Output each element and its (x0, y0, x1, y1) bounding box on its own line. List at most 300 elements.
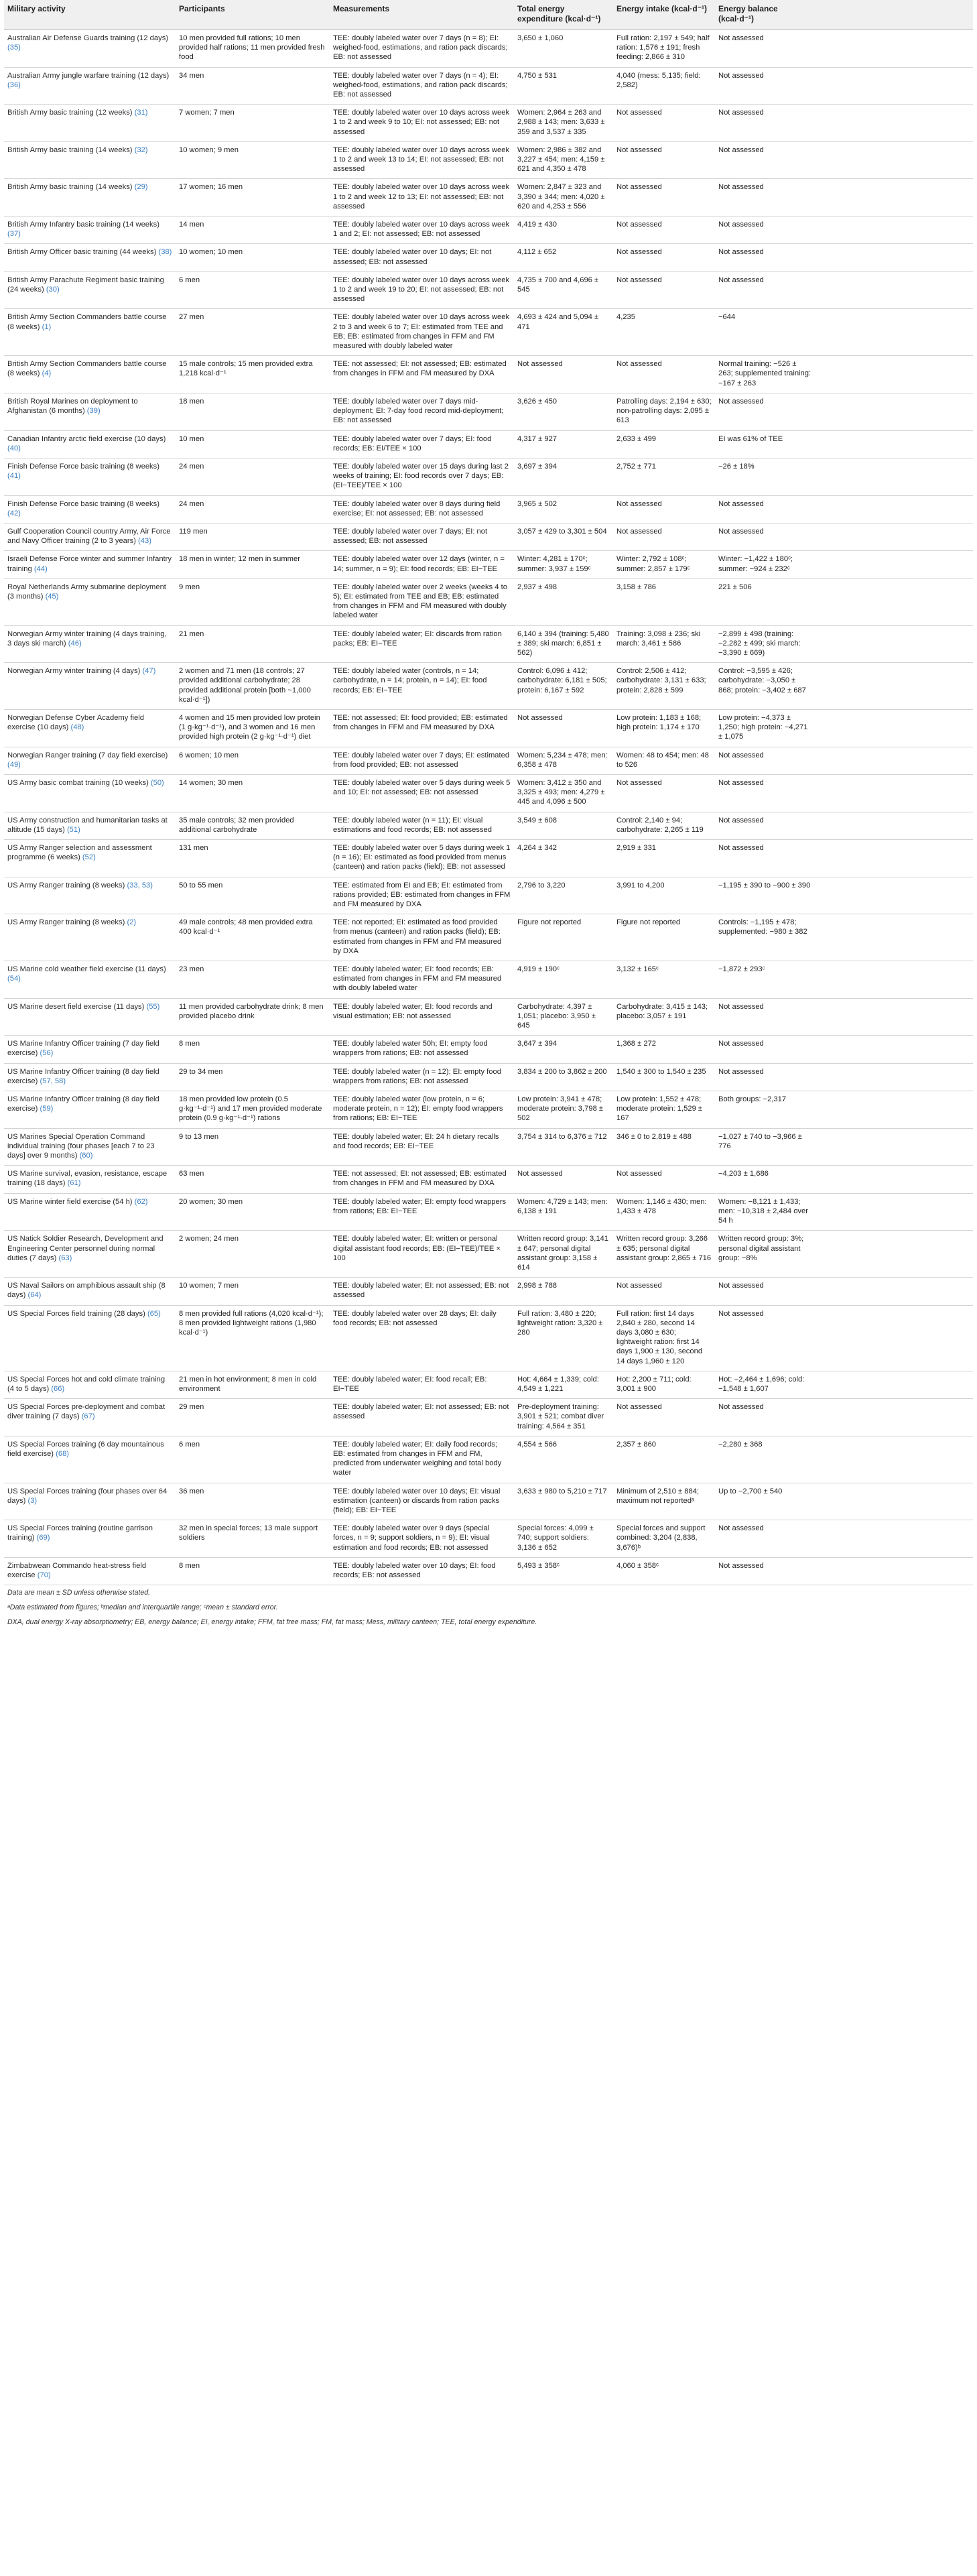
cell-military-activity (4, 67, 176, 105)
cell-energy-balance: −2,280 ± 368 (715, 1436, 816, 1483)
cell-participants: 6 women; 10 men (176, 747, 330, 774)
table-row (4, 495, 973, 523)
activity-text: US Marine cold weather field exercise (11 days) (7, 965, 166, 974)
cell-energy-balance: EI was 61% of TEE (715, 430, 816, 458)
activity-text: US Special Forces field training (28 days) (7, 1309, 145, 1318)
cell-energy-intake: Not assessed (613, 105, 715, 142)
reference-link[interactable]: (69) (36, 1534, 50, 1542)
cell-energy-intake: Women: 1,146 ± 430; men: 1,433 ± 478 (613, 1193, 715, 1231)
cell-participants: 15 male controls; 15 men provided extra 1,218 kcal·d⁻¹ (176, 356, 330, 393)
cell-measurements: TEE: doubly labeled water; EI: not assessed; EB: not assessed (330, 1278, 514, 1305)
cell-measurements: TEE: doubly labeled water over 10 days; EI: not assessed; EB: not assessed (330, 244, 514, 271)
cell-spacer (816, 179, 973, 217)
reference-link[interactable]: (30) (46, 286, 60, 294)
cell-military-activity (4, 30, 176, 68)
activity-text: US Marine survival, evasion, resistance, escape training (18 days) (7, 1170, 168, 1188)
table-row (4, 393, 973, 430)
cell-military-activity (4, 356, 176, 393)
cell-spacer (816, 271, 973, 309)
cell-spacer (816, 495, 973, 523)
cell-measurements: TEE: doubly labeled water over 5 days during week 5 and 10; EI: not assessed; EB: not assessed (330, 774, 514, 812)
cell-spacer (816, 105, 973, 142)
header-military-activity: Military activity (4, 0, 176, 30)
cell-measurements: TEE: doubly labeled water over 8 days during field exercise; EI: not assessed; EB: not assessed (330, 495, 514, 523)
cell-military-activity (4, 1091, 176, 1129)
cell-military-activity (4, 914, 176, 961)
cell-military-activity (4, 625, 176, 663)
cell-total-energy-expenditure: Not assessed (514, 356, 613, 393)
activity-text: US Naval Sailors on amphibious assault ship (8 days) (7, 1282, 166, 1300)
cell-measurements: TEE: doubly labeled water over 10 days across week 1 to 2 and week 12 to 13; EI: not assessed; EB: not assessed (330, 179, 514, 217)
activity-text: Norwegian Army winter training (4 days) (7, 667, 141, 676)
cell-energy-intake: Full ration: 2,197 ± 549; half ration: 1,576 ± 191; fresh feeding: 2,866 ± 310 (613, 30, 715, 68)
cell-participants: 34 men (176, 67, 330, 105)
reference-link[interactable]: (41) (7, 472, 21, 481)
cell-energy-intake: Minimum of 2,510 ± 884; maximum not reportedᵃ (613, 1483, 715, 1520)
cell-military-activity (4, 1305, 176, 1371)
table-row (4, 67, 973, 105)
reference-link[interactable]: (64) (27, 1291, 42, 1300)
cell-participants: 14 women; 30 men (176, 774, 330, 812)
cell-total-energy-expenditure: 3,549 ± 608 (514, 812, 613, 839)
cell-total-energy-expenditure: Women: 4,729 ± 143; men: 6,138 ± 191 (514, 1193, 613, 1231)
footnote: DXA, dual energy X-ray absorptiometry; EB, energy balance; EI, energy intake; FFM, fat free mass; FM, fat mass; Mess, military canteen; TEE, total energy expenditure. (7, 1618, 537, 1627)
cell-energy-balance: Not assessed (715, 747, 816, 774)
activity-text: US Army Ranger training (8 weeks) (7, 881, 125, 890)
reference-link[interactable]: (39) (86, 407, 101, 416)
cell-spacer (816, 430, 973, 458)
cell-energy-intake: Women: 48 to 454; men: 48 to 526 (613, 747, 715, 774)
table-row (4, 663, 973, 710)
cell-total-energy-expenditure: 6,140 ± 394 (training: 5,480 ± 389; ski march: 6,851 ± 562) (514, 625, 613, 663)
cell-total-energy-expenditure: 3,647 ± 394 (514, 1036, 613, 1063)
cell-participants: 4 women and 15 men provided low protein (1 g·kg⁻¹·d⁻¹), and 3 women and 16 men provided high protein (2 g·kg⁻¹·d⁻¹) diet (176, 709, 330, 747)
cell-energy-balance: Not assessed (715, 1278, 816, 1305)
table-row (4, 1436, 973, 1483)
cell-measurements: TEE: doubly labeled water; EI: not assessed; EB: not assessed (330, 1399, 514, 1436)
cell-participants: 49 male controls; 48 men provided extra 400 kcal·d⁻¹ (176, 914, 330, 961)
cell-total-energy-expenditure: 5,493 ± 358ᶜ (514, 1557, 613, 1585)
cell-energy-balance: Not assessed (715, 1036, 816, 1063)
cell-energy-balance: Hot: −2,464 ± 1,696; cold: −1,548 ± 1,607 (715, 1371, 816, 1398)
reference-link[interactable]: (37) (7, 230, 21, 239)
cell-energy-intake: Not assessed (613, 495, 715, 523)
activity-text: British Army Section Commanders battle course (8 weeks) (7, 360, 167, 378)
cell-participants: 36 men (176, 1483, 330, 1520)
cell-energy-intake: Figure not reported (613, 914, 715, 961)
reference-link[interactable]: (63) (58, 1253, 72, 1262)
cell-energy-balance: −26 ± 18% (715, 458, 816, 495)
cell-military-activity (4, 1063, 176, 1091)
reference-link[interactable]: (57, 58) (40, 1077, 66, 1085)
reference-link[interactable]: (70) (37, 1571, 51, 1579)
cell-total-energy-expenditure: Pre-deployment training: 3,901 ± 521; combat diver training: 4,564 ± 351 (514, 1399, 613, 1436)
activity-text: Israeli Defense Force winter and summer Infantry training (7, 555, 172, 573)
cell-military-activity (4, 1278, 176, 1305)
cell-energy-intake: Not assessed (613, 141, 715, 179)
cell-measurements: TEE: doubly labeled water; EI: daily food records; EB: estimated from changes in FFM and FM, predicted from underwater weighing and total body water (330, 1436, 514, 1483)
cell-participants: 24 men (176, 458, 330, 495)
cell-military-activity (4, 1036, 176, 1063)
cell-spacer (816, 1091, 973, 1129)
cell-spacer (816, 1128, 973, 1166)
energy-balance-table (4, 0, 973, 1585)
cell-total-energy-expenditure: 3,697 ± 394 (514, 458, 613, 495)
cell-total-energy-expenditure: Carbohydrate: 4,397 ± 1,051; placebo: 3,950 ± 645 (514, 998, 613, 1036)
cell-military-activity (4, 1231, 176, 1278)
cell-participants: 6 men (176, 1436, 330, 1483)
cell-energy-intake: 346 ± 0 to 2,819 ± 488 (613, 1128, 715, 1166)
cell-energy-balance: Not assessed (715, 840, 816, 877)
reference-link[interactable]: (62) (134, 1197, 148, 1206)
cell-participants: 35 male controls; 32 men provided additional carbohydrate (176, 812, 330, 839)
header-participants: Participants (176, 0, 330, 30)
cell-total-energy-expenditure: Women: 5,234 ± 478; men: 6,358 ± 478 (514, 747, 613, 774)
cell-measurements: TEE: not assessed; EI: not assessed; EB: estimated from changes in FFM and FM measured by DXA (330, 356, 514, 393)
table-row (4, 961, 973, 999)
activity-text: Australian Air Defense Guards training (12 days) (7, 34, 169, 42)
cell-spacer (816, 244, 973, 271)
cell-measurements: TEE: doubly labeled water; EI: discards from ration packs; EB: EI−TEE (330, 625, 514, 663)
reference-link[interactable]: (40) (7, 444, 21, 452)
cell-military-activity (4, 141, 176, 179)
cell-participants: 8 men provided full rations (4,020 kcal·d⁻¹); 8 men provided lightweight rations (1,980 kcal·d⁻¹) (176, 1305, 330, 1371)
header-energy-balance: Energy balance (kcal·d⁻¹) (715, 0, 816, 30)
activity-text: British Army Parachute Regiment basic training (24 weeks) (7, 275, 164, 294)
cell-military-activity (4, 1557, 176, 1585)
footnote: ᵃData estimated from figures; ᵇmedian and interquartile range; ᶜmean ± standard error. (7, 1603, 278, 1612)
reference-link[interactable]: (38) (158, 248, 172, 257)
activity-text: US Special Forces pre-deployment and combat diver training (7 days) (7, 1403, 166, 1421)
cell-energy-balance: Normal training: −526 ± 263; supplemented training: −167 ± 263 (715, 356, 816, 393)
cell-energy-intake: Carbohydrate: 3,415 ± 143; placebo: 3,057 ± 191 (613, 998, 715, 1036)
table-row (4, 30, 973, 68)
cell-measurements: TEE: doubly labeled water; EI: 24 h dietary recalls and food records; EB: EI−TEE (330, 1128, 514, 1166)
cell-spacer (816, 774, 973, 812)
cell-military-activity (4, 551, 176, 578)
cell-participants: 24 men (176, 495, 330, 523)
cell-participants: 50 to 55 men (176, 877, 330, 914)
cell-total-energy-expenditure: Not assessed (514, 1166, 613, 1193)
cell-measurements: TEE: doubly labeled water 50h; EI: empty food wrappers from rations; EB: not assessed (330, 1036, 514, 1063)
cell-military-activity (4, 1520, 176, 1558)
cell-measurements: TEE: doubly labeled water over 7 days; EI: not assessed; EB: not assessed (330, 523, 514, 550)
footnote: Data are mean ± SD unless otherwise stated. (7, 1589, 151, 1597)
cell-military-activity (4, 1399, 176, 1436)
cell-energy-balance: Not assessed (715, 105, 816, 142)
reference-link[interactable]: (66) (51, 1384, 65, 1393)
table-row (4, 709, 973, 747)
reference-link[interactable]: (51) (66, 825, 80, 834)
cell-measurements: TEE: doubly labeled water over 7 days (n = 4); EI: weighed-food, estimations, and ration pack discards; EB: not assessed (330, 67, 514, 105)
cell-measurements: TEE: doubly labeled water; EI: empty food wrappers from rations; EB: EI−TEE (330, 1193, 514, 1231)
cell-energy-intake: Winter: 2,792 ± 108ᶜ; summer: 2,857 ± 179ᶜ (613, 551, 715, 578)
cell-energy-balance: Not assessed (715, 812, 816, 839)
cell-measurements: TEE: doubly labeled water; EI: food records and visual estimation; EB: not assessed (330, 998, 514, 1036)
reference-link[interactable]: (2) (127, 918, 137, 927)
cell-participants: 18 men provided low protein (0.5 g·kg⁻¹·d⁻¹) and 17 men provided moderate protein (0.9 g·kg⁻¹·d⁻¹) rations (176, 1091, 330, 1129)
table-row (4, 840, 973, 877)
cell-spacer (816, 709, 973, 747)
table-row (4, 1557, 973, 1585)
activity-text: British Royal Marines on deployment to Afghanistan (6 months) (7, 397, 138, 416)
reference-link[interactable]: (52) (82, 853, 96, 862)
cell-participants: 2 women and 71 men (18 controls; 27 provided additional carbohydrate; 28 provided additional protein [both ~1,000 kcal·d⁻¹]) (176, 663, 330, 710)
cell-total-energy-expenditure: 3,650 ± 1,060 (514, 30, 613, 68)
cell-total-energy-expenditure: Full ration: 3,480 ± 220; lightweight ration: 3,320 ± 280 (514, 1305, 613, 1371)
reference-link[interactable]: (50) (150, 778, 164, 787)
reference-link[interactable]: (29) (134, 183, 148, 192)
activity-text: US Army Ranger training (8 weeks) (7, 918, 125, 927)
activity-text: Finish Defense Force basic training (8 weeks) (7, 499, 159, 508)
reference-link[interactable]: (68) (56, 1449, 70, 1458)
cell-measurements: TEE: not reported; EI: estimated as food provided from menus (canteen) and ration packs (field); EB: estimated from changes in FFM and FM measured by DXA (330, 914, 514, 961)
cell-energy-balance: Both groups: −2,317 (715, 1091, 816, 1129)
cell-participants: 2 women; 24 men (176, 1231, 330, 1278)
activity-text: British Army Section Commanders battle course (8 weeks) (7, 313, 167, 331)
cell-participants: 8 men (176, 1557, 330, 1585)
cell-energy-balance: Not assessed (715, 523, 816, 550)
cell-measurements: TEE: doubly labeled water over 10 days across week 1 to 2 and week 9 to 10; EI: not assessed; EB: not assessed (330, 105, 514, 142)
cell-participants: 32 men in special forces; 13 male support soldiers (176, 1520, 330, 1558)
reference-link[interactable]: (55) (146, 1002, 160, 1011)
cell-energy-balance: Not assessed (715, 393, 816, 430)
cell-energy-balance: −1,027 ± 740 to −3,966 ± 776 (715, 1128, 816, 1166)
activity-text: US Natick Soldier Research, Development and Engineering Center personnel during normal duties (7 days) (7, 1235, 164, 1262)
reference-link[interactable]: (45) (45, 592, 59, 601)
cell-energy-intake: 4,235 (613, 309, 715, 356)
cell-total-energy-expenditure: Low protein: 3,941 ± 478; moderate protein: 3,798 ± 502 (514, 1091, 613, 1129)
activity-text: US Army construction and humanitarian tasks at altitude (15 days) (7, 816, 168, 834)
cell-measurements: TEE: doubly labeled water over 10 days; EI: visual estimation (canteen) or discards from ration packs (field); EB: EI−TEE (330, 1483, 514, 1520)
table-row (4, 774, 973, 812)
header-energy-intake: Energy intake (kcal·d⁻¹) (613, 0, 715, 30)
cell-energy-balance: Not assessed (715, 1520, 816, 1558)
reference-link[interactable]: (32) (134, 145, 148, 154)
cell-spacer (816, 1436, 973, 1483)
reference-link[interactable]: (4) (42, 369, 52, 378)
cell-participants: 18 men (176, 393, 330, 430)
reference-link[interactable]: (36) (7, 80, 21, 89)
cell-participants: 131 men (176, 840, 330, 877)
cell-energy-intake: 2,752 ± 771 (613, 458, 715, 495)
reference-link[interactable]: (1) (42, 322, 52, 331)
cell-total-energy-expenditure: 2,998 ± 788 (514, 1278, 613, 1305)
cell-energy-balance: Not assessed (715, 1557, 816, 1585)
cell-total-energy-expenditure: Women: 2,847 ± 323 and 3,390 ± 344; men: 4,020 ± 620 and 4,253 ± 556 (514, 179, 613, 217)
cell-military-activity (4, 1128, 176, 1166)
cell-spacer (816, 625, 973, 663)
cell-participants: 11 men provided carbohydrate drink; 8 men provided placebo drink (176, 998, 330, 1036)
cell-measurements: TEE: not assessed; EI: not assessed; EB: estimated from changes in FFM and FM measured by DXA (330, 1166, 514, 1193)
cell-energy-balance: Up to −2,700 ± 540 (715, 1483, 816, 1520)
cell-measurements: TEE: doubly labeled water over 7 days mid-deployment; EI: 7-day food record mid-deployment; EB: not assessed (330, 393, 514, 430)
cell-spacer (816, 1231, 973, 1278)
cell-spacer (816, 458, 973, 495)
cell-participants: 63 men (176, 1166, 330, 1193)
cell-spacer (816, 1166, 973, 1193)
cell-measurements: TEE: doubly labeled water over 28 days; EI: daily food records; EB: not assessed (330, 1305, 514, 1371)
reference-link[interactable]: (3) (27, 1496, 38, 1505)
reference-link[interactable]: (47) (142, 667, 156, 676)
cell-total-energy-expenditure: 3,834 ± 200 to 3,862 ± 200 (514, 1063, 613, 1091)
activity-text: US Special Forces training (routine garrison training) (7, 1524, 153, 1542)
cell-spacer (816, 1483, 973, 1520)
cell-total-energy-expenditure: Special forces: 4,099 ± 740; support soldiers: 3,136 ± 652 (514, 1520, 613, 1558)
cell-total-energy-expenditure: 3,633 ± 980 to 5,210 ± 717 (514, 1483, 613, 1520)
cell-participants: 29 men (176, 1399, 330, 1436)
cell-energy-balance: Written record group: 3%; personal digital assistant group: −8% (715, 1231, 816, 1278)
activity-text: US Army Ranger selection and assessment programme (6 weeks) (7, 844, 152, 862)
cell-measurements: TEE: doubly labeled water over 7 days (n = 8); EI: weighed-food, estimations, and ration pack discards; EB: not assessed (330, 30, 514, 68)
table-row (4, 1063, 973, 1091)
cell-measurements: TEE: doubly labeled water over 7 days; EI: estimated from food provided; EB: not assessed (330, 747, 514, 774)
cell-energy-balance: Not assessed (715, 179, 816, 217)
table-row (4, 578, 973, 625)
activity-text: British Army basic training (14 weeks) (7, 145, 133, 154)
cell-energy-balance: Not assessed (715, 217, 816, 244)
cell-participants: 27 men (176, 309, 330, 356)
cell-participants: 21 men in hot environment; 8 men in cold environment (176, 1371, 330, 1398)
reference-link[interactable]: (67) (81, 1412, 95, 1421)
cell-total-energy-expenditure: 4,750 ± 531 (514, 67, 613, 105)
header-spacer (816, 0, 973, 30)
cell-measurements: TEE: doubly labeled water (controls, n = 14; carbohydrate, n = 14; protein, n = 14); EI: food records; EB: EI−TEE (330, 663, 514, 710)
reference-link[interactable]: (43) (138, 537, 151, 546)
activity-text: Royal Netherlands Army submarine deployment (3 months) (7, 582, 166, 601)
cell-total-energy-expenditure: 2,796 to 3,220 (514, 877, 613, 914)
cell-energy-balance: Low protein: −4,373 ± 1,250; high protein: −4,271 ± 1,075 (715, 709, 816, 747)
cell-energy-balance: Not assessed (715, 774, 816, 812)
cell-participants: 9 to 13 men (176, 1128, 330, 1166)
cell-spacer (816, 30, 973, 68)
cell-total-energy-expenditure: Winter: 4,281 ± 170ᶜ; summer: 3,937 ± 159ᶜ (514, 551, 613, 578)
cell-total-energy-expenditure: Hot: 4,664 ± 1,339; cold: 4,549 ± 1,221 (514, 1371, 613, 1398)
cell-energy-balance: Not assessed (715, 1305, 816, 1371)
cell-participants: 10 men provided full rations; 10 men provided half rations; 11 men provided fresh food (176, 30, 330, 68)
reference-link[interactable]: (54) (7, 975, 21, 983)
cell-spacer (816, 1193, 973, 1231)
cell-military-activity (4, 709, 176, 747)
table-row (4, 877, 973, 914)
cell-spacer (816, 309, 973, 356)
cell-military-activity (4, 495, 176, 523)
activity-text: US Special Forces training (four phases over 64 days) (7, 1487, 168, 1505)
cell-military-activity (4, 217, 176, 244)
table-row (4, 356, 973, 393)
cell-participants: 14 men (176, 217, 330, 244)
cell-military-activity (4, 663, 176, 710)
cell-energy-intake: 2,919 ± 331 (613, 840, 715, 877)
cell-total-energy-expenditure: 4,919 ± 190ᶜ (514, 961, 613, 999)
cell-military-activity (4, 105, 176, 142)
cell-energy-balance: −2,899 ± 498 (training: −2,282 ± 499; ski march: −3,390 ± 669) (715, 625, 816, 663)
activity-text: Norwegian Army winter training (4 days training, 3 days ski march) (7, 629, 167, 648)
cell-participants: 10 men (176, 430, 330, 458)
cell-energy-balance: Not assessed (715, 141, 816, 179)
reference-link[interactable]: (42) (7, 509, 21, 517)
cell-measurements: TEE: doubly labeled water over 15 days during last 2 weeks of training; EI: food records over 7 days; EB: (EI−TEE)/TEE × 100 (330, 458, 514, 495)
cell-energy-balance: −644 (715, 309, 816, 356)
reference-link[interactable]: (61) (67, 1179, 81, 1188)
cell-measurements: TEE: doubly labeled water over 10 days across week 1 to 2 and week 19 to 20; EI: not assessed; EB: not assessed (330, 271, 514, 309)
table-row (4, 1166, 973, 1193)
table-header (4, 0, 973, 30)
cell-measurements: TEE: doubly labeled water over 10 days across week 1 to 2 and week 13 to 14; EI: not assessed; EB: not assessed (330, 141, 514, 179)
activity-text: British Army basic training (14 weeks) (7, 183, 133, 192)
cell-participants: 21 men (176, 625, 330, 663)
reference-link[interactable]: (44) (34, 564, 48, 573)
cell-total-energy-expenditure: 4,554 ± 566 (514, 1436, 613, 1483)
reference-link[interactable]: (46) (68, 639, 82, 648)
cell-energy-intake: 2,633 ± 499 (613, 430, 715, 458)
cell-energy-intake: Full ration: first 14 days 2,840 ± 280, second 14 days 3,080 ± 630; lightweight ration: first 14 days 1,900 ± 130, second 14 days 1,960 ± 120 (613, 1305, 715, 1371)
cell-energy-intake: 3,991 to 4,200 (613, 877, 715, 914)
cell-total-energy-expenditure: Not assessed (514, 709, 613, 747)
cell-measurements: TEE: doubly labeled water; EI: food records; EB: estimated from changes in FFM and FM measured with doubly labeled water (330, 961, 514, 999)
cell-military-activity (4, 523, 176, 550)
cell-spacer (816, 523, 973, 550)
cell-energy-intake: 1,540 ± 300 to 1,540 ± 235 (613, 1063, 715, 1091)
reference-link[interactable]: (60) (79, 1152, 93, 1160)
cell-military-activity (4, 1371, 176, 1398)
cell-spacer (816, 141, 973, 179)
reference-link[interactable]: (48) (70, 723, 84, 732)
cell-total-energy-expenditure: Women: 3,412 ± 350 and 3,325 ± 493; men: 4,279 ± 445 and 4,096 ± 500 (514, 774, 613, 812)
reference-link[interactable]: (49) (7, 760, 21, 769)
table-body (4, 30, 973, 1585)
cell-spacer (816, 578, 973, 625)
activity-text: US Marine Infantry Officer training (8 day field exercise) (7, 1067, 159, 1085)
reference-link[interactable]: (65) (147, 1309, 161, 1318)
cell-spacer (816, 1305, 973, 1371)
cell-military-activity (4, 179, 176, 217)
reference-link[interactable]: (59) (40, 1105, 54, 1113)
cell-energy-intake: Control: 2,506 ± 412; carbohydrate: 3,131 ± 633; protein: 2,828 ± 599 (613, 663, 715, 710)
cell-energy-intake: Low protein: 1,183 ± 168; high protein: 1,174 ± 170 (613, 709, 715, 747)
cell-energy-balance: Not assessed (715, 1399, 816, 1436)
table-row (4, 179, 973, 217)
cell-energy-balance: Winter: −1,422 ± 180ᶜ; summer: −924 ± 232ᶜ (715, 551, 816, 578)
cell-energy-intake: Written record group: 3,266 ± 635; personal digital assistant group: 2,865 ± 716 (613, 1231, 715, 1278)
activity-text: US Marine Infantry Officer training (8 day field exercise) (7, 1095, 159, 1113)
activity-text: Australian Army jungle warfare training (12 days) (7, 71, 170, 80)
table-row (4, 430, 973, 458)
cell-energy-intake: Not assessed (613, 244, 715, 271)
activity-text: US Marine winter field exercise (54 h) (7, 1197, 133, 1206)
cell-energy-balance: 221 ± 506 (715, 578, 816, 625)
reference-link[interactable]: (31) (134, 109, 148, 117)
cell-participants: 10 women; 10 men (176, 244, 330, 271)
reference-link[interactable]: (33, 53) (127, 881, 153, 890)
cell-total-energy-expenditure: 4,419 ± 430 (514, 217, 613, 244)
cell-military-activity (4, 458, 176, 495)
cell-measurements: TEE: doubly labeled water over 5 days during week 1 (n = 16); EI: estimated as food provided from menus (canteen) and ration packs (field); EB: not assessed (330, 840, 514, 877)
reference-link[interactable]: (56) (40, 1049, 54, 1058)
cell-total-energy-expenditure: Women: 2,986 ± 382 and 3,227 ± 454; men: 4,159 ± 621 and 4,350 ± 478 (514, 141, 613, 179)
table-row (4, 523, 973, 550)
cell-measurements: TEE: doubly labeled water over 2 weeks (weeks 4 to 5); EI: estimated from TEE and EB; EB: estimated from changes in FFM and FM measured with doubly labeled water (330, 578, 514, 625)
cell-spacer (816, 998, 973, 1036)
cell-energy-intake: 1,368 ± 272 (613, 1036, 715, 1063)
cell-total-energy-expenditure: 3,626 ± 450 (514, 393, 613, 430)
cell-military-activity (4, 578, 176, 625)
cell-energy-intake: Patrolling days: 2,194 ± 630; non-patrolling days: 2,095 ± 613 (613, 393, 715, 430)
activity-text: US Marine Infantry Officer training (7 day field exercise) (7, 1040, 159, 1058)
reference-link[interactable]: (35) (7, 44, 21, 52)
cell-energy-balance: −1,195 ± 390 to −900 ± 390 (715, 877, 816, 914)
cell-participants: 17 women; 16 men (176, 179, 330, 217)
